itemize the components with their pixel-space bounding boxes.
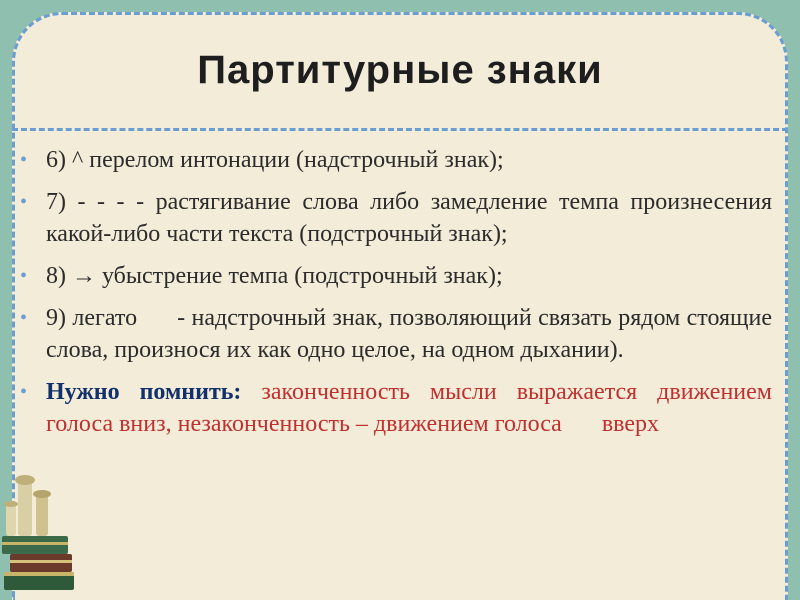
item-text-b: - надстрочный знак, позволяющий связать рядом стоящие слова, произнося их как одно целое, на одном дыхании). (46, 305, 773, 363)
list-item (16, 260, 772, 292)
books-icon (0, 460, 90, 600)
remember-text-a: законченность мысли выражается движением голоса вниз, незаконченность – движением голоса (46, 379, 772, 437)
remember-item (16, 376, 772, 440)
item-text-a: 9) легато (46, 305, 138, 331)
item-text: 8) → убыстрение темпа (подстрочный знак); (46, 263, 503, 289)
slide-title: Партитурные знаки (197, 48, 603, 92)
remember-label: Нужно помнить: (46, 379, 242, 405)
bullet-icon: • (20, 265, 28, 287)
list-item (16, 302, 772, 366)
bullet-icon: • (20, 381, 28, 403)
divider (12, 128, 788, 131)
list-item (16, 186, 772, 250)
bullet-icon: • (20, 149, 28, 171)
list-item (16, 144, 772, 176)
bullet-list (16, 144, 772, 450)
item-text: 7) - - - - растягивание слова либо замедление темпа произнесения какой-либо части текста (подстрочный знак); (46, 189, 772, 247)
bullet-icon: • (20, 191, 28, 213)
item-text: 6) ^ перелом интонации (надстрочный знак); (46, 147, 504, 173)
remember-text-b: вверх (601, 411, 660, 437)
bullet-icon: • (20, 307, 28, 329)
